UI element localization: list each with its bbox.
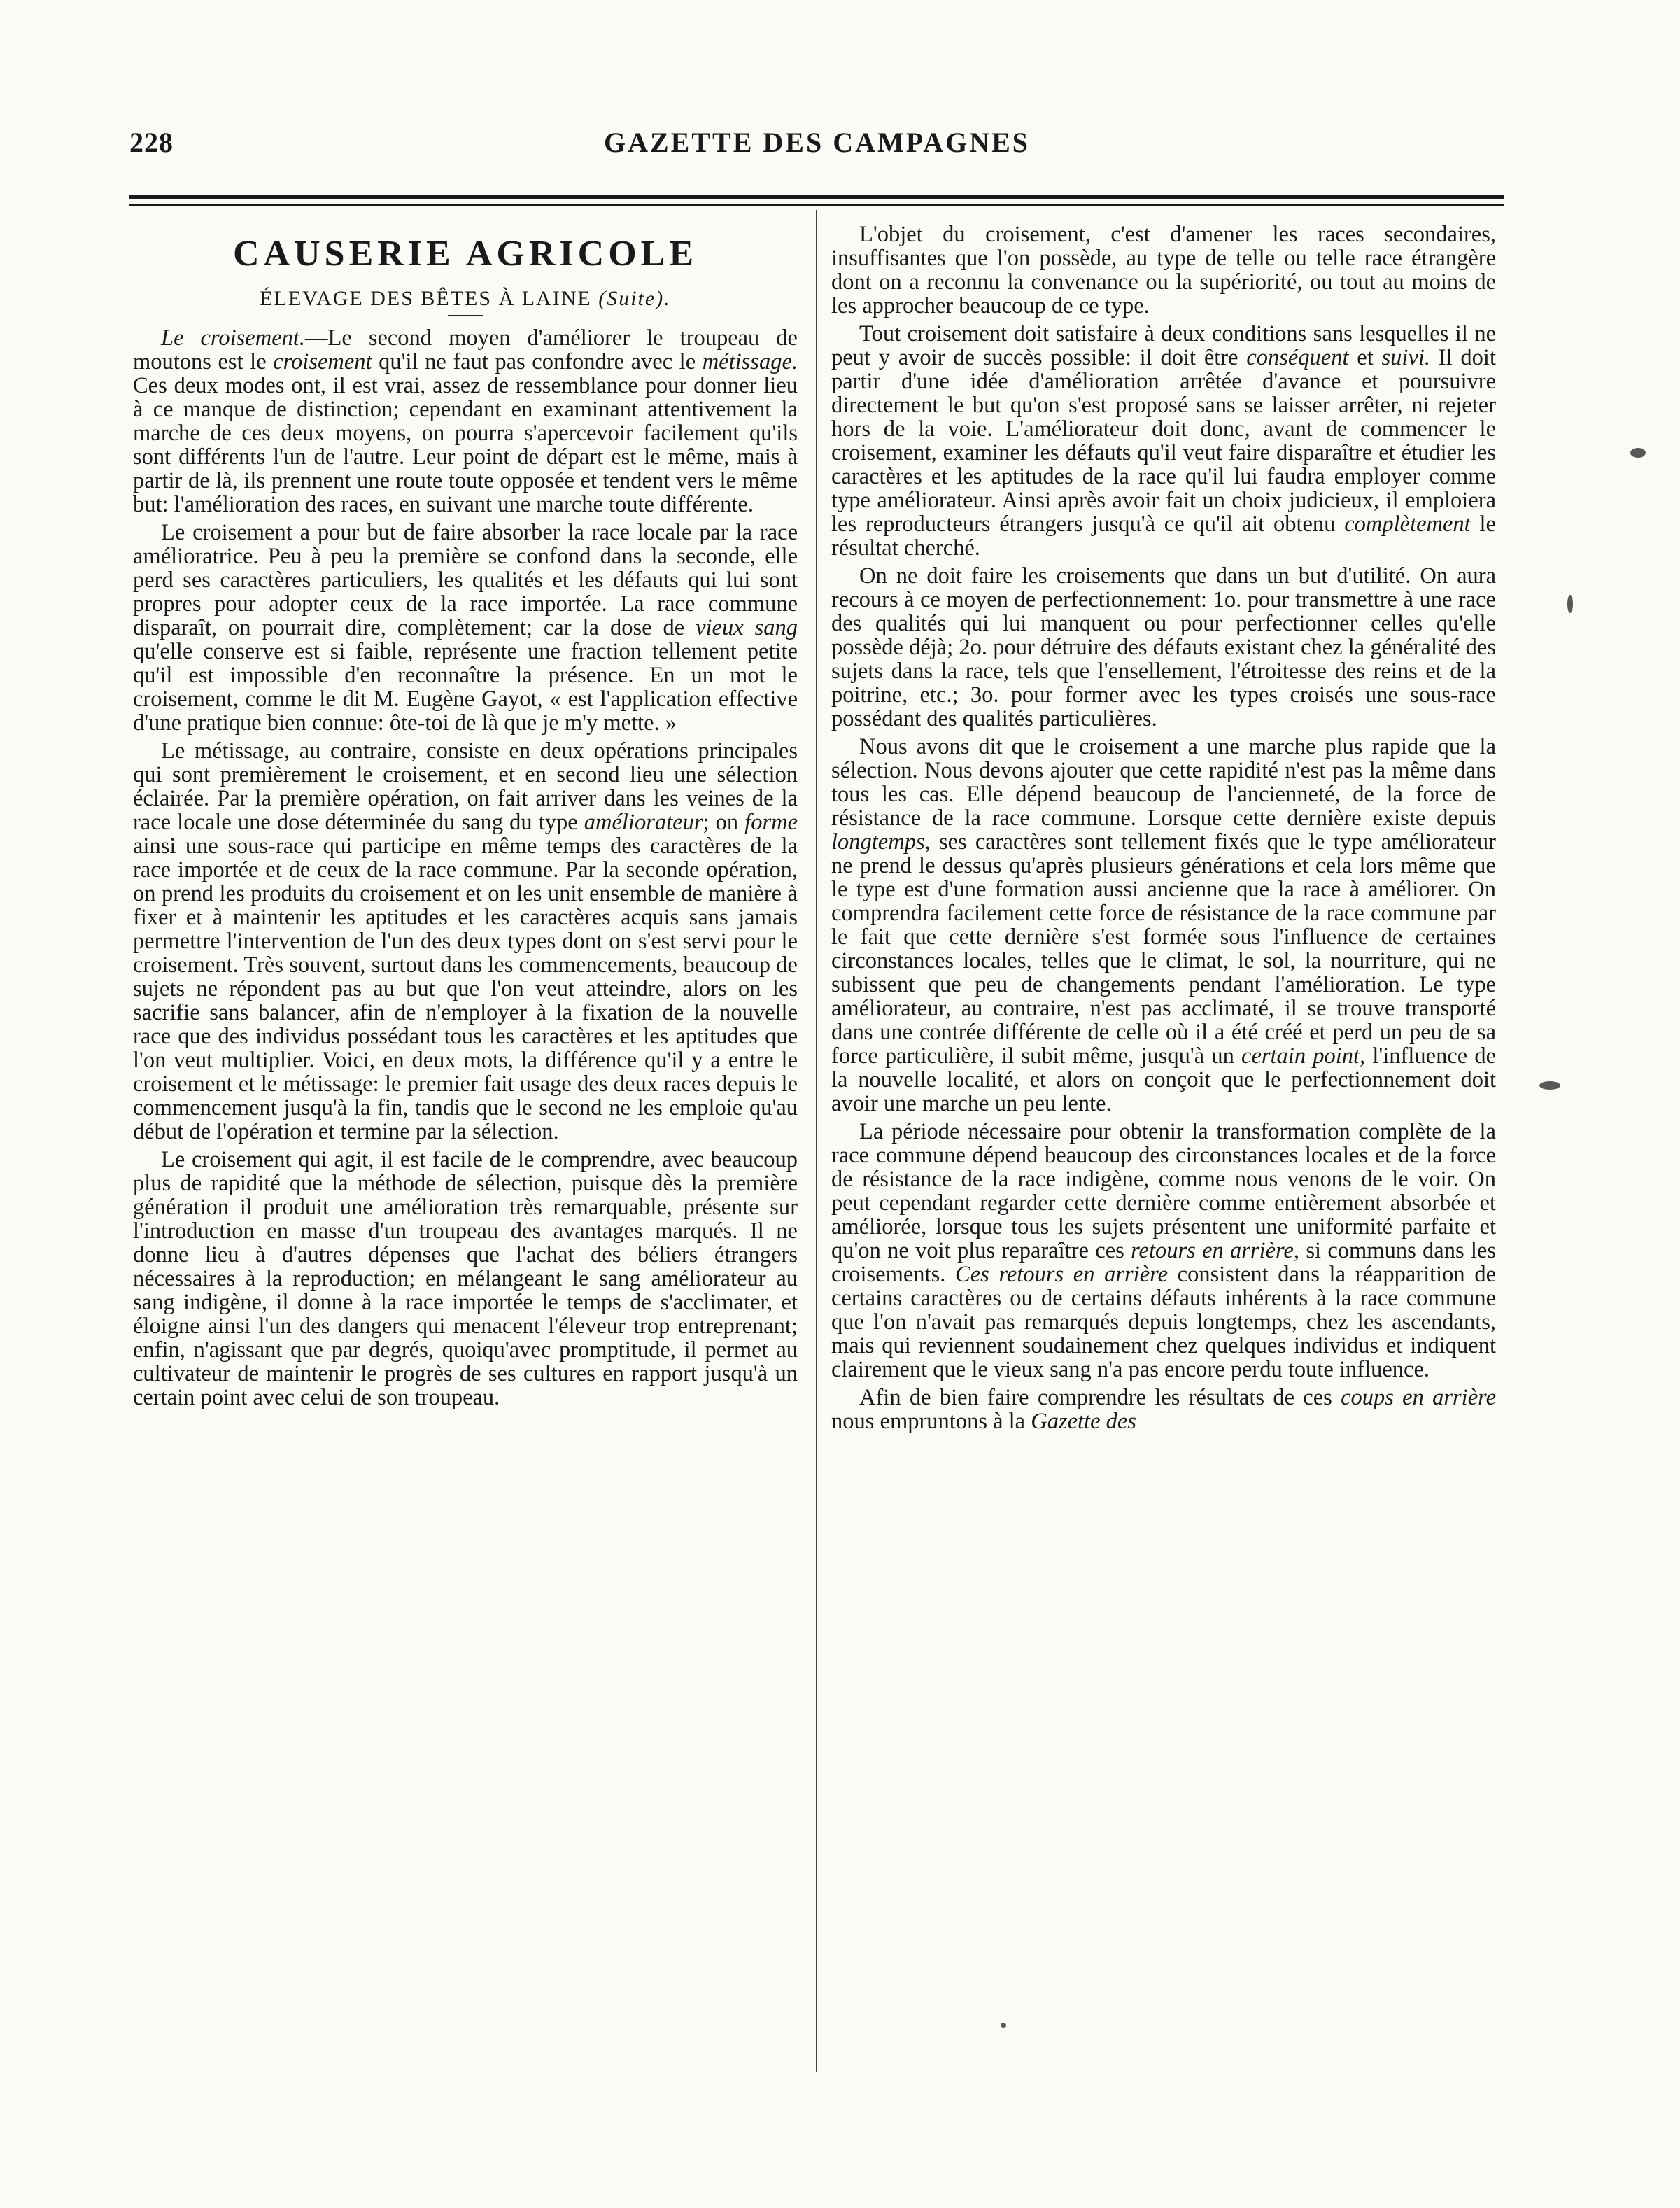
right-column — [831, 223, 1496, 2070]
subtitle-text: ÉLEVAGE DES BÊTES À LAINE — [260, 287, 592, 310]
scan-speck — [1001, 2023, 1006, 2028]
paragraph-advantages: Le croisement qui agit, il est facile de le comprendre, avec beaucoup plus de rapidité que la méthode de sélection, puisque dès la première génération il produit une amélioration très remarquable, présente sur l'introduction en masse d'un troupeau des avantages marqués. Il ne donne lieu à d'autres dépenses que l'achat des béliers étrangers nécessaires à la reproduction; en mélangeant le sang améliorateur au sang indigène, il donne à la race importée le temps de s'acclimater, et éloigne ainsi l'un des dangers qui menacent l'éleveur trop entreprenant; enfin, n'agissant que par degrés, quoiqu'avec promptitude, il permet au cultivateur de maintenir le progrès de ses cultures en rapport jusqu'à un certain point avec celui de son troupeau. — [133, 1147, 798, 1410]
paragraph-croisement-intro: Le croisement.—Le second moyen d'améliorer le troupeau de moutons est le croisement qu'il ne faut pas confondre avec le métissage. Ces deux modes ont, il est vrai, assez de ressemblance pour donner lieu à ce manque de distinction; cependant en examinant attentivement la marche de ces deux moyens, on pourra s'apercevoir facilement qu'ils sont différents l'un de l'autre. Leur point de départ est le même, mais à partir de là, ils prennent une route toute opposée et tendent vers le même but: l'amélioration des races, en suivant une marche toute différente. — [133, 325, 798, 517]
paragraph-lead-term: Le croisement. — [161, 325, 306, 351]
article-title: CAUSERIE AGRICOLE — [232, 234, 698, 274]
page-header — [129, 126, 1504, 168]
left-column — [133, 223, 798, 2070]
header-rule-thick — [129, 195, 1504, 199]
article-subtitle — [133, 287, 798, 311]
page-number: 228 — [129, 127, 174, 158]
paragraph-conditions: Tout croisement doit satisfaire à deux conditions sans lesquelles il ne peut y avoir de succès possible: il doit être conséquent et suivi. Il doit partir d'une idée d'amélioration arrêtée d'avance et poursuivre directement le but qu'on s'est proposé sans se laisser arrêter, ni rejeter hors de la voie. L'améliorateur doit donc, avant de commencer le croisement, examiner les défauts qu'il veut faire disparaître et étudier les caractères et les aptitudes de la race qu'il lui faudra employer comme type améliorateur. Ainsi après avoir fait un choix judicieux, il emploiera les reproducteurs étrangers jusqu'à ce qu'il ait obtenu complètement le résultat cherché. — [831, 321, 1496, 561]
paragraph-objet: L'objet du croisement, c'est d'amener les races secondaires, insuffisantes que l'on possède, au type de telle ou telle race étrangère dont on a reconnu la convenance ou la supériorité, ou tout au moins de les approcher beaucoup de ce type. — [831, 223, 1496, 318]
title-separator — [448, 315, 483, 316]
scan-speck — [1539, 1081, 1560, 1090]
header-rule-thin — [129, 204, 1504, 206]
paragraph-metissage: Le métissage, au contraire, consiste en deux opérations principales qui sont premièrement le croisement, et en second lieu une sélection éclairée. Par la première opération, on fait arriver dans les veines de la race locale une dose déterminée du sang du type améliorateur; on forme ainsi une sous-race qui participe en même temps des caractères de la race importée et de ceux de la race commune. Par la seconde opération, on prend les produits du croisement et on les unit ensemble de manière à fixer et à maintenir les aptitudes et les caractères acquis sans jamais permettre l'intervention de l'un des deux types dont on s'est servi pour le croisement. Très souvent, surtout dans les commencements, beaucoup de sujets ne répondent pas au but que l'on veut atteindre, alors on les sacrifie sans balancer, afin de n'employer à la fixation de la nouvelle race que des individus possédant tous les caractères et les aptitudes que l'on veut multiplier. Voici, en deux mots, la différence qu'il y a entre le croisement et le métissage: le premier fait usage des deux races depuis le commencement jusqu'à la fin, tandis que le second ne les emploie qu'au début de l'opération et termine par la sélection. — [133, 738, 798, 1144]
paragraph-rapidite: Nous avons dit que le croisement a une marche plus rapide que la sélection. Nous devons ajouter que cette rapidité n'est pas la même dans tous les cas. Elle dépend beaucoup de l'ancienneté, de la force de résistance de la race commune. Lorsque cette dernière existe depuis longtemps, ses caractères sont tellement fixés que le type améliorateur ne prend le dessus qu'après plusieurs générations et cela lors même que le type est d'une formation aussi ancienne que la race à améliorer. On comprendra facilement cette force de résistance de la race commune par le fait que cette dernière s'est formée sous l'influence de certaines circonstances locales, telles que le climat, le sol, la nourriture, qui ne subissent que peu de changements pendant l'amélioration. Le type améliorateur, au contraire, n'est pas acclimaté, il se trouve transporté dans une contrée différente de celle où il a été créé et perd un peu de sa force particulière, il subit même, jusqu'à un certain point, l'influence de la nouvelle localité, et alors on conçoit que le perfectionnement doit avoir une marche un peu lente. — [831, 734, 1496, 1116]
subtitle-suffix: (Suite). — [598, 287, 671, 310]
paragraph-periode: La période nécessaire pour obtenir la transformation complète de la race commune dépend beaucoup des circonstances locales et de la force de résistance de la race indigène, comme nous venons de le voir. On peut cependant regarder cette dernière comme entièrement absorbée et améliorée, lorsque tous les sujets présentent une uniformité parfaite et qu'on ne voit plus reparaître ces retours en arrière, si communs dans les croisements. Ces retours en arrière consistent dans la réapparition de certains caractères ou de certains défauts inhérents à la race commune que l'on n'avait pas remarqués depuis longtemps, chez les ascendants, mais qui reviennent soudainement chez quelques individus et indiquent clairement que le vieux sang n'a pas encore perdu toute influence. — [831, 1119, 1496, 1382]
paragraph-resultats: Afin de bien faire comprendre les résultats de ces coups en arrière nous empruntons à la Gazette des — [831, 1385, 1496, 1434]
paragraph-croisement-definition: Le croisement a pour but de faire absorber la race locale par la race amélioratrice. Peu à peu la première se confond dans la seconde, elle perd ses caractères particuliers, les qualités et les défauts qui lui sont propres pour adopter ceux de la race importée. La race commune disparaît, on pourrait dire, complètement; car la dose de vieux sang qu'elle conserve est si faible, représente une fraction tellement petite qu'il est impossible d'en reconnaître la présence. En un mot le croisement, comme le dit M. Eugène Gayot, « est l'application effective d'une pratique bien connue: ôte-toi de là que je m'y mette. » — [133, 520, 798, 736]
paragraph-utilite: On ne doit faire les croisements que dans un but d'utilité. On aura recours à ce moyen de perfectionnement: 1o. pour transmettre à une race des qualités qui lui manquent ou pour perfectionner celles qu'elle possède déjà; 2o. pour détruire des défauts existant chez la généralité des sujets dans la race, tels que l'ensellement, l'étroitesse des reins et de la poitrine, etc.; 3o. pour former avec les types croisés une sous-race possédant des qualités particulières. — [831, 563, 1496, 731]
scan-speck — [1630, 448, 1646, 458]
column-divider — [816, 210, 817, 2072]
scan-speck — [1567, 595, 1573, 613]
journal-title: GAZETTE DES CAMPAGNES — [603, 127, 1030, 158]
